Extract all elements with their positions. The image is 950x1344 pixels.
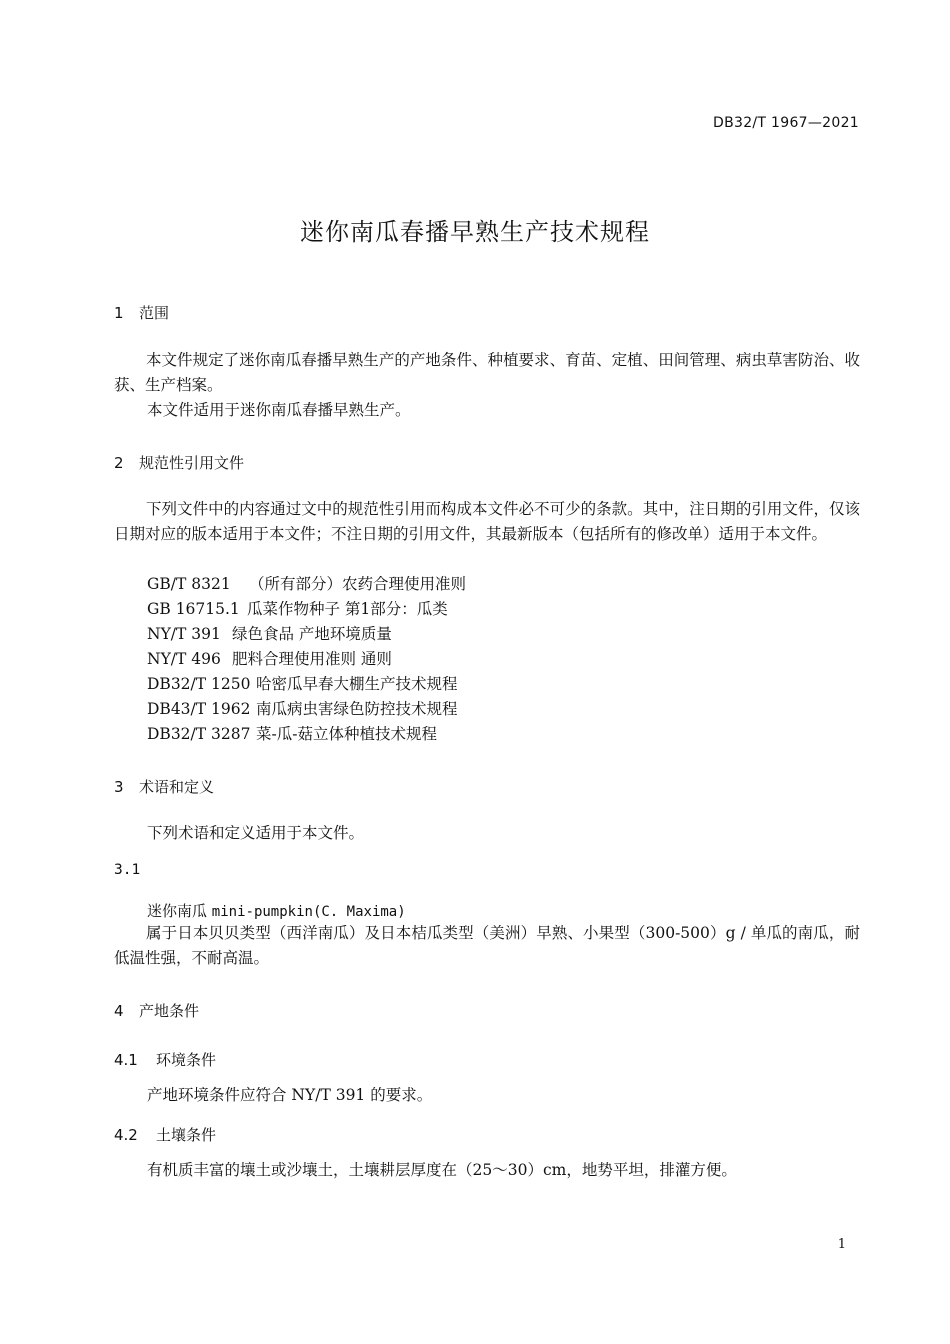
section-number: 1	[114, 304, 124, 322]
reference-title: 南瓜病虫害绿色防控技术规程	[256, 700, 458, 718]
section-1-paragraph-1: 本文件规定了迷你南瓜春播早熟生产的产地条件、种植要求、育苗、定植、田间管理、病虫草害防治、收获、生产档案。	[114, 351, 860, 394]
term-entry	[147, 900, 406, 921]
section-3-paragraph-1: 下列术语和定义适用于本文件。	[147, 824, 365, 842]
subsection-number: 4.1	[114, 1051, 138, 1069]
subsection-4-2-heading	[114, 1124, 216, 1145]
reference-code: NY/T 496	[147, 650, 221, 668]
reference-title: （所有部分）农药合理使用准则	[249, 575, 467, 593]
term-definition: 属于日本贝贝类型（西洋南瓜）及日本桔瓜类型（美洲）早熟、小果型（300-500）g / 单瓜的南瓜，耐低温性强，不耐高温。	[114, 924, 860, 967]
section-2-heading	[114, 452, 244, 473]
reference-item	[147, 672, 458, 697]
document-number: DB32/T 1967—2021	[713, 115, 859, 131]
reference-code: GB/T 8321	[147, 575, 231, 593]
reference-code: NY/T 391	[147, 625, 221, 643]
reference-title: 绿色食品 产地环境质量	[232, 625, 392, 643]
section-title: 术语和定义	[139, 778, 215, 796]
section-1-heading	[114, 302, 169, 323]
section-number: 4	[114, 1002, 124, 1020]
subsection-number: 3.1	[114, 862, 141, 878]
reference-item	[147, 697, 458, 722]
section-3-heading	[114, 776, 214, 797]
reference-item	[147, 647, 392, 672]
subsection-4-1-text: 产地环境条件应符合 NY/T 391 的要求。	[147, 1086, 433, 1104]
section-1-paragraph-2: 本文件适用于迷你南瓜春播早熟生产。	[147, 401, 411, 419]
section-2-paragraph-1: 下列文件中的内容通过文中的规范性引用而构成本文件必不可少的条款。其中，注日期的引用文件，仅该日期对应的版本适用于本文件；不注日期的引用文件，其最新版本（包括所有的修改单）适用于本文件。	[114, 500, 860, 543]
reference-title: 哈密瓜早春大棚生产技术规程	[256, 675, 458, 693]
section-title: 范围	[139, 304, 170, 322]
section-title: 产地条件	[139, 1002, 200, 1020]
term-chinese: 迷你南瓜	[147, 902, 208, 920]
reference-code: DB32/T 3287	[147, 725, 251, 743]
section-number: 3	[114, 778, 124, 796]
reference-title: 瓜菜作物种子 第1部分：瓜类	[247, 600, 448, 618]
reference-title: 菜-瓜-菇立体种植技术规程	[256, 725, 437, 743]
subsection-title: 环境条件	[156, 1051, 217, 1069]
section-title: 规范性引用文件	[139, 454, 245, 472]
reference-title: 肥料合理使用准则 通则	[232, 650, 392, 668]
reference-item	[147, 597, 448, 622]
reference-code: DB43/T 1962	[147, 700, 251, 718]
subsection-number: 4.2	[114, 1126, 138, 1144]
section-number: 2	[114, 454, 124, 472]
term-english: mini-pumpkin(C. Maxima)	[211, 904, 406, 920]
reference-code: GB 16715.1	[147, 600, 240, 618]
subsection-title: 土壤条件	[156, 1126, 217, 1144]
subsection-4-1-heading	[114, 1049, 216, 1070]
subsection-4-2-text: 有机质丰富的壤土或沙壤土，土壤耕层厚度在（25～30）cm，地势平坦，排灌方便。	[147, 1161, 737, 1179]
reference-code: DB32/T 1250	[147, 675, 251, 693]
section-4-heading	[114, 1000, 199, 1021]
reference-item	[147, 622, 392, 647]
document-title: 迷你南瓜春播早熟生产技术规程	[300, 218, 650, 246]
reference-item	[147, 722, 437, 747]
page-number: 1	[837, 1237, 846, 1252]
reference-item	[147, 572, 466, 597]
